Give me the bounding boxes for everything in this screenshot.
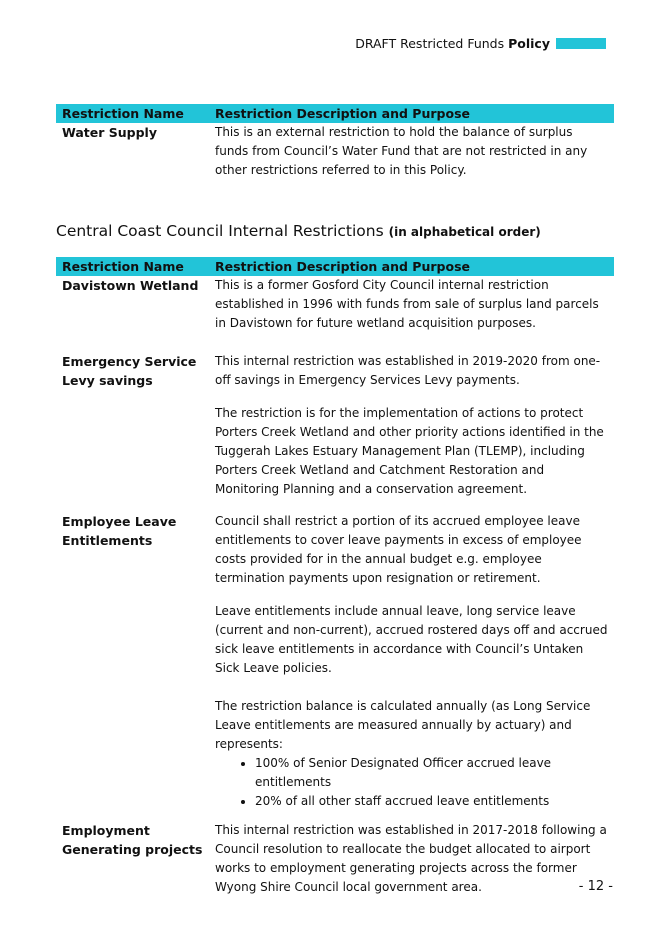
bullet-list	[215, 754, 608, 811]
restriction-name: Water Supply	[62, 125, 157, 140]
restriction-desc	[209, 821, 614, 897]
restriction-desc	[209, 123, 614, 180]
table-row	[56, 276, 614, 333]
col-header-name: Restriction Name	[56, 104, 209, 123]
desc-para: This is a former Gosford City Council internal restriction established in 1996 with funds from sale of surplus land parcels in Davistown for future wetland acquisition purposes.	[215, 278, 599, 330]
restriction-name: Davistown Wetland	[62, 278, 199, 293]
list-item: • 20% of all other staff accrued leave entitlements	[255, 792, 608, 811]
table-row	[56, 821, 614, 897]
header-accent-bar	[556, 38, 606, 49]
table-row	[56, 123, 614, 180]
list-item: • 100% of Senior Designated Officer accrued leave entitlements	[255, 754, 608, 792]
desc-para: Council shall restrict a portion of its accrued employee leave entitlements to cover leave payments in excess of employee costs provided for in the annual budget e.g. employee termination payments upon resignation or retirement.	[215, 514, 582, 585]
restriction-name: Employment Generating projects	[62, 823, 203, 857]
section-title	[56, 222, 541, 240]
desc-para: The restriction balance is calculated annually (as Long Service Leave entitlements are measured annually by actuary) and represents:	[215, 699, 591, 751]
col-header-name: Restriction Name	[56, 257, 209, 276]
table-row	[56, 352, 614, 499]
restriction-desc	[209, 276, 614, 333]
page-number: - 12 -	[578, 879, 613, 894]
internal-restrictions-table	[56, 257, 614, 897]
desc-para: This internal restriction was established in 2019-2020 from one-off savings in Emergency Services Levy payments.	[215, 354, 601, 387]
header-title: DRAFT Restricted Funds Policy	[355, 36, 550, 51]
desc-para: Leave entitlements include annual leave, long service leave (current and non-current), accrued rostered days off and accrued sick leave entitlements in accordance with Council’s Untaken Sick Leave policies.	[215, 604, 608, 675]
desc-para: This is an external restriction to hold the balance of surplus funds from Council’s Water Fund that are not restricted in any other restrictions referred to in this Policy.	[215, 125, 588, 177]
col-header-desc: Restriction Description and Purpose	[209, 257, 614, 276]
restriction-desc	[209, 512, 614, 811]
restriction-desc	[209, 352, 614, 499]
desc-para: This internal restriction was established in 2017-2018 following a Council resolution to reallocate the budget allocated to airport works to employment generating projects across the former Wyong Shire Council local government area.	[215, 823, 607, 894]
section-heading: Central Coast Council Internal Restrictions	[56, 222, 384, 240]
desc-para: The restriction is for the implementation of actions to protect Porters Creek Wetland and other priority actions identified in the Tuggerah Lakes Estuary Management Plan (TLEMP), including Porters Creek Wetland and Catchment Restoration and Monitoring Planning and a conservation agreement.	[215, 406, 604, 496]
section-subtitle: (in alphabetical order)	[388, 225, 541, 239]
table-row	[56, 512, 614, 811]
restriction-name: Employee Leave Entitlements	[62, 514, 177, 548]
col-header-desc: Restriction Description and Purpose	[209, 104, 614, 123]
restriction-name: Emergency Service Levy savings	[62, 354, 197, 388]
page-header	[355, 36, 606, 51]
external-restrictions-table	[56, 104, 614, 180]
